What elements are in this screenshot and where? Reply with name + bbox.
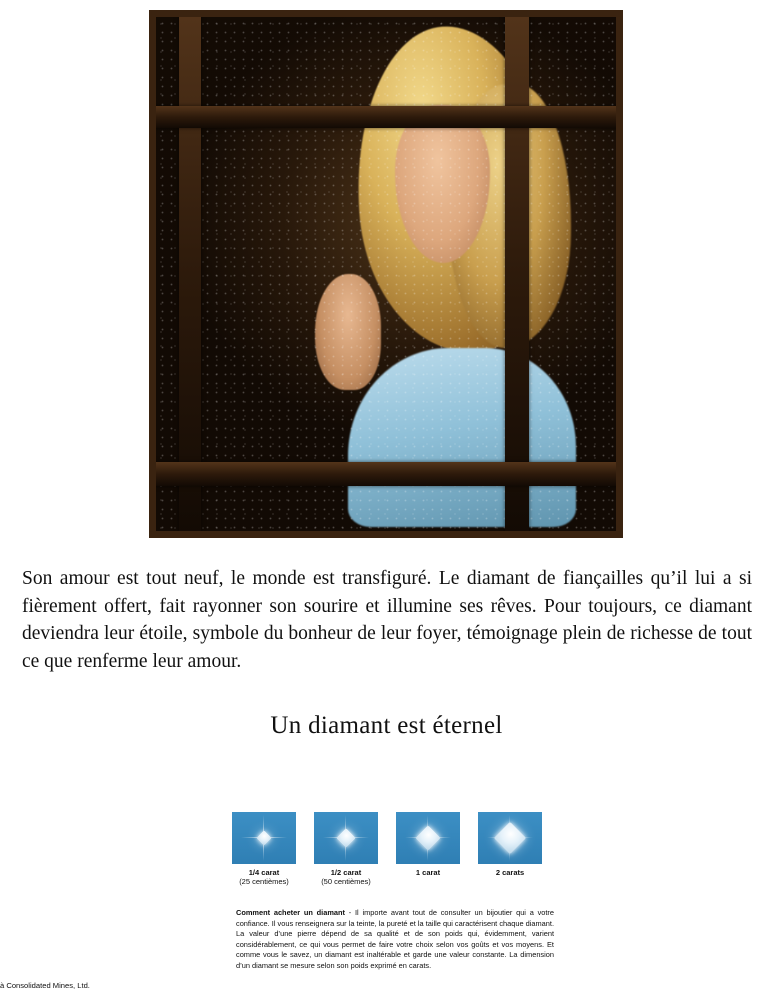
swatch-label: 2 carats xyxy=(495,868,525,877)
window-muntin-vertical-left xyxy=(179,10,201,538)
swatch-sublabel: (25 centièmes) xyxy=(239,877,289,887)
swatch-label: 1/2 carat xyxy=(330,868,362,877)
swatch-two-carat xyxy=(478,812,542,887)
swatch-caption xyxy=(396,868,460,877)
slogan-headline: Un diamant est éternel xyxy=(270,712,503,739)
diamond-tile xyxy=(314,812,378,864)
swatch-sublabel: (50 centièmes) xyxy=(321,877,371,887)
swatch-caption xyxy=(232,868,296,887)
swatch-one-carat xyxy=(396,812,460,887)
credit-line: à Consolidated Mines, Ltd. xyxy=(0,981,90,990)
rain-droplets-overlay xyxy=(149,10,623,538)
swatch-caption xyxy=(314,868,378,887)
window-muntin-horizontal-top xyxy=(149,106,623,128)
fineprint-lead: Comment acheter un diamant xyxy=(236,908,346,917)
diamond-tile xyxy=(478,812,542,864)
window-muntin-vertical-right xyxy=(505,10,529,538)
fineprint-text: - Il importe avant tout de consulter un bijoutier qui a votre confiance. Il vous renseignera sur la teinte, la pureté et la taille qui caractérisent chaque diamant. La valeur d’une pierre dépend de sa qualité et de son poids qui, évidemment, varient considérablement, ce qui vous permet de faire votre choix selon vos goûts et vos moyens. Et comme vous le savez, un diamant est inaltérable et garde une valeur constante. La dimension d’un diamant se mesure selon son poids exprimé en carats. xyxy=(236,908,555,970)
swatch-quarter-carat xyxy=(232,812,296,887)
swatch-label: 1/4 carat xyxy=(248,868,280,877)
diamond-tile xyxy=(232,812,296,864)
body-paragraph: Son amour est tout neuf, le monde est transfiguré. Le diamant de fiançailles qu’il lui a si fièrement offert, fait rayonner son sourire et illumine ses rêves. Pour toujours, ce diamant deviendra leur étoile, symbole du bonheur de leur foyer, témoignage plein de richesse de tout ce que renferme leur amour. xyxy=(22,568,752,673)
swatch-half-carat xyxy=(314,812,378,887)
swatch-caption xyxy=(478,868,542,877)
fineprint-block xyxy=(236,908,554,971)
window-muntin-horizontal-bottom xyxy=(149,462,623,486)
diamond-size-swatches xyxy=(232,812,542,887)
hero-photograph xyxy=(149,10,623,538)
swatch-label: 1 carat xyxy=(415,868,441,877)
diamond-tile xyxy=(396,812,460,864)
photo-scene xyxy=(149,10,623,538)
